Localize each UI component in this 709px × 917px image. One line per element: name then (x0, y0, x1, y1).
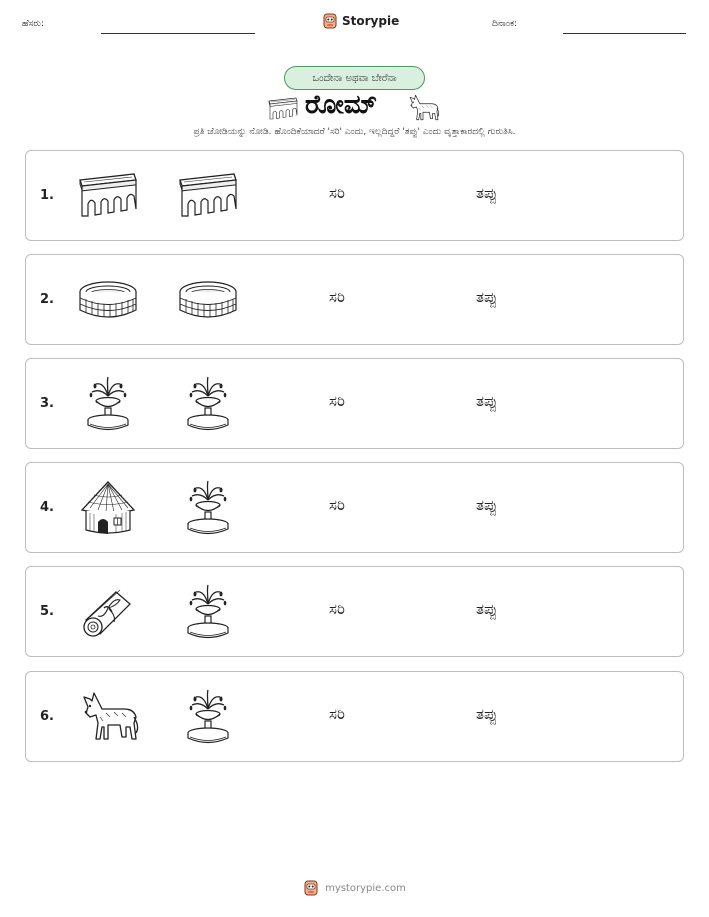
worksheet-header (0, 0, 709, 50)
option-true[interactable]: ಸರಿ (329, 600, 345, 618)
date-label: ದಿನಾಂಕ: (492, 19, 518, 29)
question-row (25, 358, 684, 449)
fountain-icon (176, 374, 240, 434)
fountain-icon (176, 582, 240, 642)
name-field-line[interactable] (101, 33, 255, 34)
footer-url[interactable]: mystorypie.com (325, 882, 406, 894)
wolf-icon (405, 92, 441, 124)
option-false[interactable]: ತಪ್ಪು (476, 392, 498, 410)
option-false[interactable]: ತಪ್ಪು (476, 184, 498, 202)
name-label: ಹೆಸರು: (22, 19, 45, 29)
question-number: 6. (40, 709, 54, 724)
date-field-line[interactable] (563, 33, 686, 34)
question-row (25, 462, 684, 553)
worksheet-type-badge: ಒಂದೇನಾ ಅಥವಾ ಬೇರೆನಾ (284, 66, 425, 90)
question-number: 5. (40, 604, 54, 619)
option-true[interactable]: ಸರಿ (329, 496, 345, 514)
question-number: 4. (40, 500, 54, 515)
hut-icon (76, 478, 140, 538)
option-false[interactable]: ತಪ್ಪು (476, 705, 498, 723)
colosseum-icon (176, 270, 240, 330)
page-title: ರೋಮ್ (305, 90, 378, 120)
option-false[interactable]: ತಪ್ಪು (476, 600, 498, 618)
option-false[interactable]: ತಪ್ಪು (476, 288, 498, 306)
option-true[interactable]: ಸರಿ (329, 184, 345, 202)
question-number: 1. (40, 188, 54, 203)
question-row (25, 150, 684, 241)
wolf-icon (76, 687, 140, 747)
question-row (25, 254, 684, 345)
scroll-icon (76, 582, 140, 642)
fountain-icon (176, 478, 240, 538)
colosseum-icon (76, 270, 140, 330)
storypie-mascot-icon (303, 880, 319, 896)
brand-name: Storypie (342, 14, 400, 28)
brand-logo (322, 13, 399, 29)
storypie-mascot-icon (322, 13, 338, 29)
aqueduct-icon (76, 166, 140, 226)
aqueduct-icon (266, 94, 300, 124)
fountain-icon (76, 374, 140, 434)
footer (0, 880, 709, 896)
question-row (25, 671, 684, 762)
aqueduct-icon (176, 166, 240, 226)
question-number: 3. (40, 396, 54, 411)
question-row (25, 566, 684, 657)
option-true[interactable]: ಸರಿ (329, 288, 345, 306)
option-true[interactable]: ಸರಿ (329, 705, 345, 723)
question-number: 2. (40, 292, 54, 307)
instructions-text: ಪ್ರತಿ ಜೋಡಿಯನ್ನು ನೋಡಿ. ಹೊಂದಿಕೆಯಾದರೆ 'ಸರಿ' ಎಂದು, ಇಲ್ಲದಿದ್ದರೆ 'ತಪ್ಪು' ಎಂದು ವೃತ್ತಾಕಾರದಲ್ಲಿ ಗುರುತಿಸಿ. (193, 127, 516, 137)
title-row (0, 88, 709, 124)
option-false[interactable]: ತಪ್ಪು (476, 496, 498, 514)
fountain-icon (176, 687, 240, 747)
option-true[interactable]: ಸರಿ (329, 392, 345, 410)
